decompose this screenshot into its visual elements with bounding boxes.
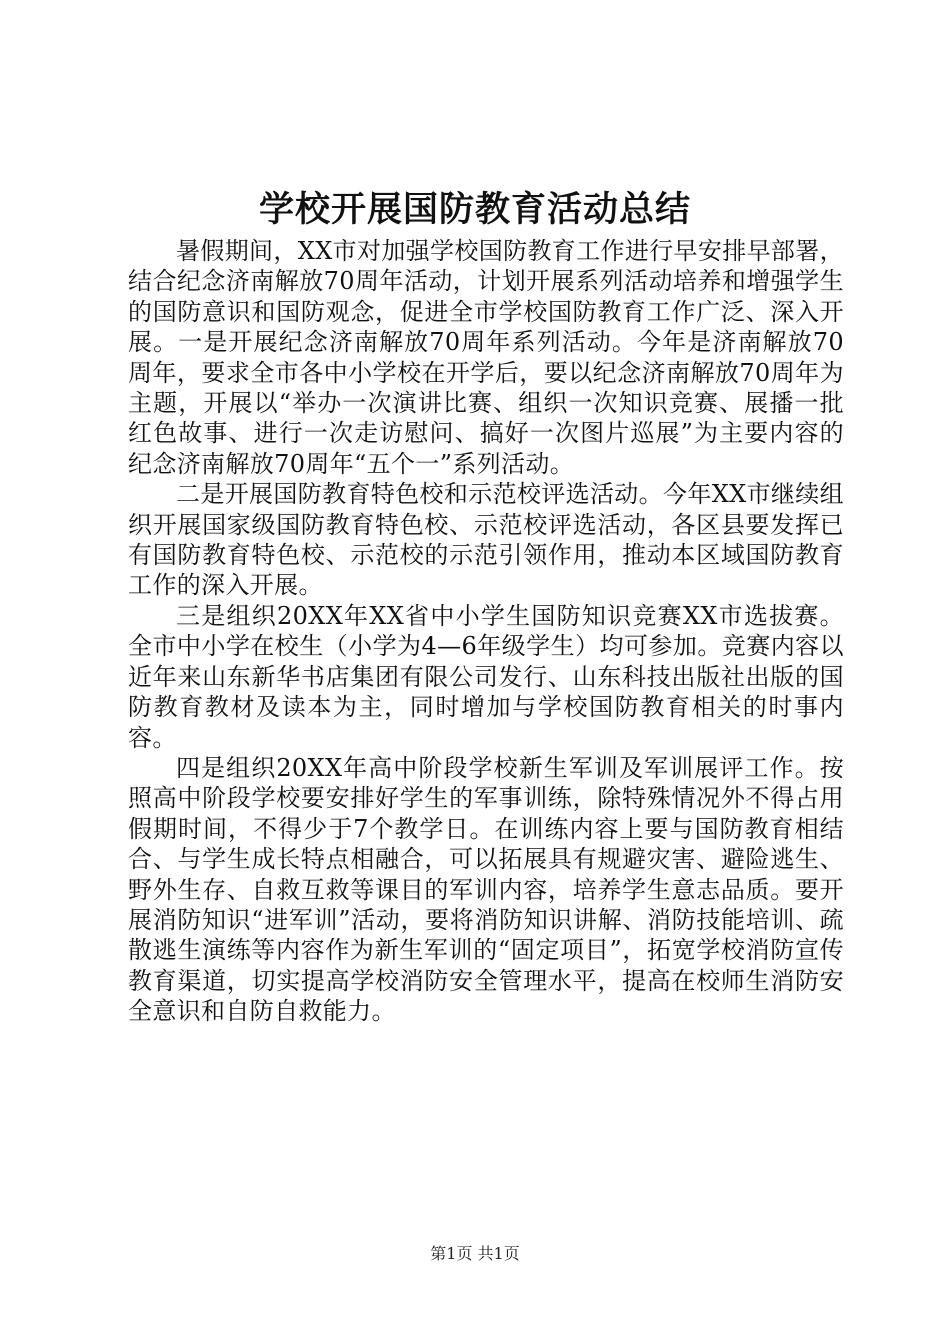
paragraph-2: 二是开展国防教育特色校和示范校评选活动。今年XX市继续组织开展国家级国防教育特色校、示范校评选活动，各区县要发挥已有国防教育特色校、示范校的示范引领作用，推动本区域国防教育工作的深入开展。: [128, 480, 844, 600]
document-body: [128, 236, 844, 1027]
document-title: 学校开展国防教育活动总结: [258, 190, 691, 230]
paragraph-3: 三是组织20XX年XX省中小学生国防知识竞赛XX市选拔赛。全市中小学在校生（小学为4—6年级学生）均可参加。竞赛内容以近年来山东新华书店集团有限公司发行、山东科技出版社出版的国防教育教材及读本为主，同时增加与学校国防教育相关的时事内容。: [128, 601, 844, 752]
paragraph-4: 四是组织20XX年高中阶段学校新生军训及军训展评工作。按照高中阶段学校要安排好学生的军事训练，除特殊情况外不得占用假期时间，不得少于7个教学日。在训练内容上要与国防教育相结合、与学生成长特点相融合，可以拓展具有规避灾害、避险逃生、野外生存、自救互救等课目的军训内容，培养学生意志品质。要开展消防知识“进军训”活动，要将消防知识讲解、消防技能培训、疏散逃生演练等内容作为新生军训的“固定项目”，拓宽学校消防宣传教育渠道，切实提高学校消防安全管理水平，提高在校师生消防安全意识和自防自救能力。: [128, 753, 844, 1026]
paragraph-1: 暑假期间，XX市对加强学校国防教育工作进行早安排早部署，结合纪念济南解放70周年活动，计划开展系列活动培养和增强学生的国防意识和国防观念，促进全市学校国防教育工作广泛、深入开展。一是开展纪念济南解放70周年系列活动。今年是济南解放70周年，要求全市各中小学校在开学后，要以纪念济南解放70周年为主题，开展以“举办一次演讲比赛、组织一次知识竞赛、展播一批红色故事、进行一次走访慰问、搞好一次图片巡展”为主要内容的纪念济南解放70周年“五个一”系列活动。: [128, 237, 844, 478]
page-footer: 第1页 共1页: [430, 1244, 520, 1263]
